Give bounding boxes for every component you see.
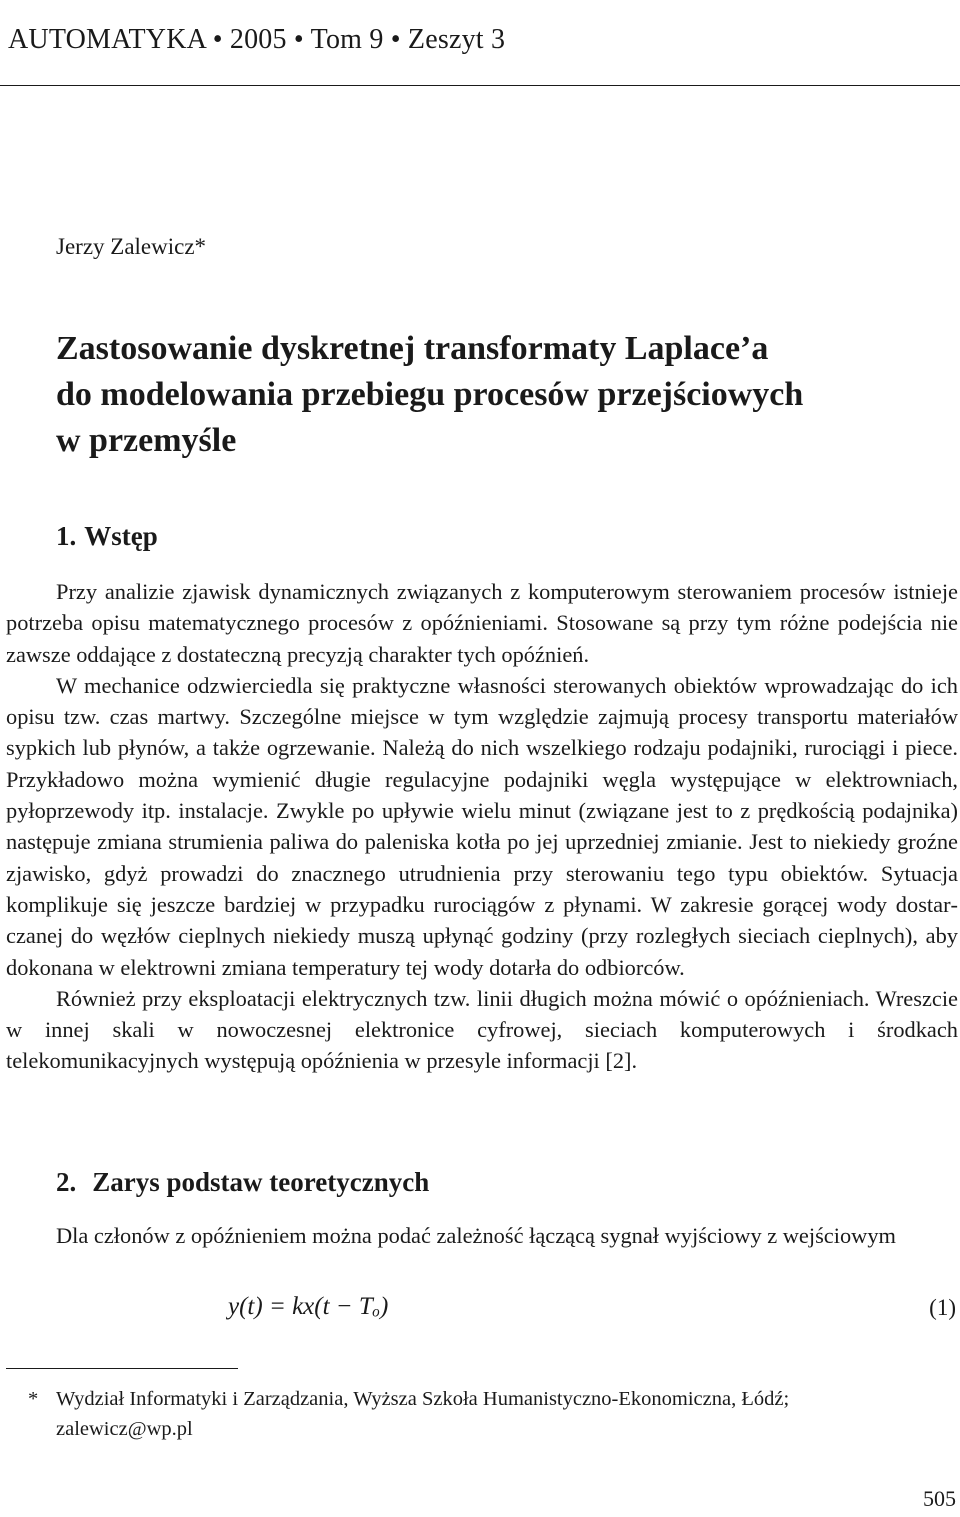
footnote-text: Wydział Informatyki i Zarządzania, Wyższa Szkoła Humanistyczno-Ekonomiczna, Łódź; zalewicz@wp.pl (56, 1388, 790, 1440)
section-title: Zarys podstaw teoretycznych (92, 1167, 430, 1197)
footnote-marker: * (28, 1388, 39, 1410)
section-heading-introduction (56, 519, 158, 553)
author-name: Jerzy Zalewicz* (56, 234, 207, 259)
paragraph: W mechanice odzwierciedla się praktyczne własności sterowanych obiektów wprowadzając do ich opisu tzw. czas martwy. Szczególne miejsce w tym względzie zajmują procesy transportu materiałów sypkich lub płynów, a także ogrzewanie. Należą do nich wszelkiego rodzaju podajniki, rurociągi i piece. Przykładowo można wymienić długie regulacyjne podajniki węgla występujące w elektrowniach, pyłoprzewody itp. instalacje. Zwykle po upływie wielu minut (związane jest to z prędkością podajnika) następuje zmiana strumienia paliwa do paleniska kotła po jej uprzedniej zmianie. Jest to niekiedy groźne zjawisko, gdyż prowadzi do znacznego utrudnienia przy sterowaniu tego typu obiektów. Sytuacja komplikuje się jeszcze bardziej w przypadku rurociągów z płynami. W zakresie gorącej wody dostarczanej do węzłów cieplnych niekiedy muszą upłynąć godziny (przy rozległych sieciach cieplnych), aby dokonana w elektrowni zmiana temperatury tej wody dotarła do odbiorców. (6, 672, 958, 980)
equation-formula: y(t) = kx(t − Tₒ) (228, 1293, 389, 1320)
title-line: Zastosowanie dyskretnej transformaty Laplace’a (56, 330, 769, 367)
paper-title (56, 326, 936, 464)
section-number: 1. (56, 521, 77, 551)
footnote-divider (6, 1368, 238, 1369)
section-heading-theory (56, 1165, 429, 1199)
page-number: 505 (923, 1486, 956, 1511)
section-title: Wstęp (84, 521, 158, 551)
section-number: 2. (56, 1167, 77, 1197)
equation-number: (1) (929, 1295, 956, 1320)
paragraph: Dla członów z opóźnieniem można podać zależność łączącą sygnał wyjściowy z wejściowym (56, 1223, 896, 1248)
paragraph: Również przy eksploatacji elektrycznych tzw. linii długich można mówić o opóźnieniach. Wreszcie w innej skali w nowoczesnej elektronice cyfrowej, sieciach komputerowych i środkach telekomunikacyjnych występują opóźnienia w przesyle informacji [2]. (6, 985, 958, 1074)
footnote (28, 1384, 928, 1444)
paragraph: Przy analizie zjawisk dynamicznych związanych z komputerowym sterowaniem procesów istnieje potrzeba opisu matematycznego procesów z opóźnieniami. Stosowane są przy tym różne podejścia nie zawsze oddające z dostateczną precyzją charakter tych opóźnień. (6, 579, 958, 667)
journal-header (0, 0, 960, 86)
title-line: do modelowania przebiegu procesów przejściowych (56, 376, 804, 413)
journal-info: AUTOMATYKA • 2005 • Tom 9 • Zeszyt 3 (8, 24, 506, 55)
section-body-introduction (6, 576, 958, 1077)
title-line: w przemyśle (56, 422, 237, 459)
section-body-theory (6, 1220, 958, 1251)
equation-1 (0, 1289, 960, 1329)
